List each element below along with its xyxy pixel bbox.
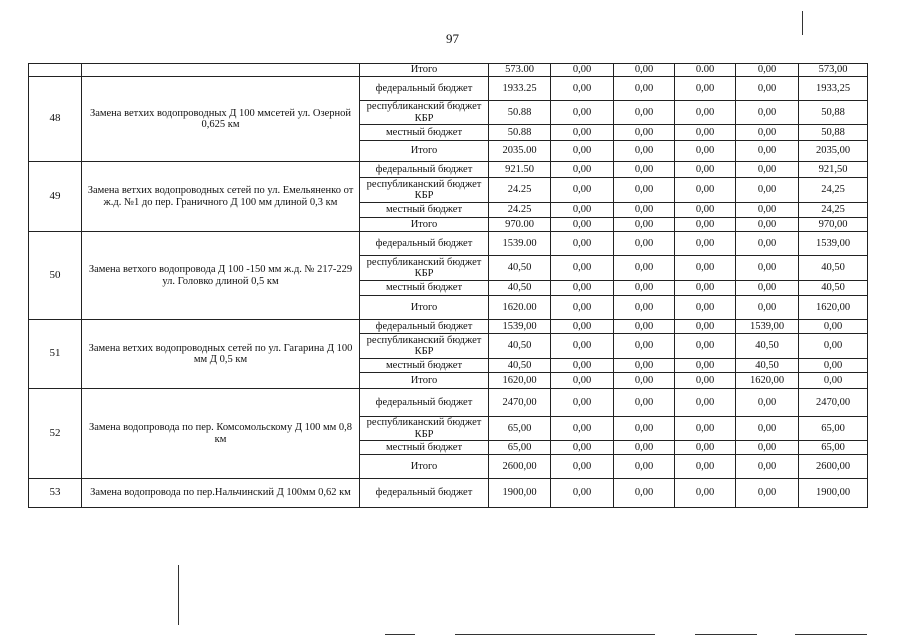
amount-value: 0,00: [614, 125, 675, 141]
total-value: 0,00: [799, 373, 868, 389]
amount-value: 0,00: [614, 455, 675, 479]
total-value: 24,25: [799, 178, 868, 203]
table-row: [29, 320, 868, 334]
amount-value: 0,00: [736, 389, 799, 417]
item-number: 48: [29, 77, 82, 162]
amount-value: 0,00: [614, 441, 675, 455]
total-value: 50,88: [799, 125, 868, 141]
amount-value: 0,00: [614, 64, 675, 77]
total-value: 1933,25: [799, 77, 868, 101]
page-number: 97: [446, 31, 459, 46]
amount-value: 0,00: [551, 162, 614, 178]
amount-value: 0,00: [614, 101, 675, 125]
amount-value: 0,00: [736, 455, 799, 479]
amount-value: 0,00: [736, 178, 799, 203]
amount-value: 0,00: [675, 203, 736, 218]
total-value: 2600,00: [799, 455, 868, 479]
amount-value: 970.00: [489, 218, 551, 232]
amount-value: 0,00: [736, 141, 799, 162]
amount-value: 0,00: [736, 203, 799, 218]
amount-value: 0,00: [614, 389, 675, 417]
funding-source: Итого: [360, 218, 489, 232]
amount-value: 0,00: [551, 125, 614, 141]
total-value: 2470,00: [799, 389, 868, 417]
item-description: Замена ветхого водопровода Д 100 -150 мм ж.д. № 217-229 ул. Головко длиной 0,5 км: [82, 232, 360, 320]
scan-mark-top: [802, 11, 803, 35]
total-value: 1620,00: [799, 296, 868, 320]
item-number: [29, 64, 82, 77]
amount-value: 0,00: [551, 455, 614, 479]
amount-value: 0,00: [614, 320, 675, 334]
table-row: [29, 64, 868, 77]
amount-value: 0,00: [551, 77, 614, 101]
funding-source: республиканский бюджет КБР: [360, 256, 489, 281]
scan-underline-4: [795, 634, 867, 635]
amount-value: 0,00: [551, 203, 614, 218]
amount-value: 0,00: [551, 320, 614, 334]
amount-value: 40,50: [736, 359, 799, 373]
amount-value: 40,50: [489, 334, 551, 359]
amount-value: 50.88: [489, 101, 551, 125]
amount-value: 0,00: [614, 77, 675, 101]
amount-value: 40,50: [489, 256, 551, 281]
amount-value: 1620,00: [489, 373, 551, 389]
item-number: 50: [29, 232, 82, 320]
amount-value: 0,00: [675, 141, 736, 162]
amount-value: 0,00: [614, 162, 675, 178]
item-number: 52: [29, 389, 82, 479]
funding-source: местный бюджет: [360, 441, 489, 455]
funding-source: местный бюджет: [360, 203, 489, 218]
amount-value: 0,00: [551, 218, 614, 232]
amount-value: 0,00: [675, 441, 736, 455]
amount-value: 2600,00: [489, 455, 551, 479]
scan-underline-2: [455, 634, 655, 635]
amount-value: 0,00: [551, 281, 614, 296]
amount-value: 0,00: [614, 256, 675, 281]
amount-value: 1539.00: [489, 232, 551, 256]
amount-value: 921.50: [489, 162, 551, 178]
amount-value: 40,50: [489, 281, 551, 296]
amount-value: 0,00: [551, 232, 614, 256]
amount-value: 0,00: [675, 178, 736, 203]
amount-value: 0,00: [614, 296, 675, 320]
table-row: [29, 389, 868, 417]
item-description: Замена ветхих водопроводных сетей по ул. Емельяненко от ж.д. №1 до пер. Граничного Д 100 мм длиной 0,3 км: [82, 162, 360, 232]
amount-value: 0,00: [736, 256, 799, 281]
amount-value: 0,00: [551, 101, 614, 125]
amount-value: 0,00: [675, 359, 736, 373]
item-description: Замена ветхих водопроводных сетей по ул. Гагарина Д 100 мм Д 0,5 км: [82, 320, 360, 389]
amount-value: 0,00: [551, 389, 614, 417]
item-number: 49: [29, 162, 82, 232]
amount-value: 0,00: [675, 101, 736, 125]
item-description: [82, 64, 360, 77]
amount-value: 0,00: [675, 256, 736, 281]
amount-value: 0,00: [675, 334, 736, 359]
table-row: [29, 479, 868, 508]
funding-source: Итого: [360, 64, 489, 77]
funding-source: местный бюджет: [360, 281, 489, 296]
budget-table: [28, 63, 868, 508]
amount-value: 0,00: [614, 281, 675, 296]
amount-value: 0,00: [551, 479, 614, 508]
funding-source: федеральный бюджет: [360, 232, 489, 256]
amount-value: 0,00: [736, 479, 799, 508]
total-value: 50,88: [799, 101, 868, 125]
amount-value: 65,00: [489, 417, 551, 441]
amount-value: 1539,00: [736, 320, 799, 334]
amount-value: 0,00: [736, 218, 799, 232]
funding-source: Итого: [360, 141, 489, 162]
total-value: 921,50: [799, 162, 868, 178]
funding-source: республиканский бюджет КБР: [360, 417, 489, 441]
amount-value: 24.25: [489, 203, 551, 218]
scan-mark-left: [178, 565, 179, 625]
total-value: 573,00: [799, 64, 868, 77]
amount-value: 0,00: [675, 320, 736, 334]
amount-value: 24.25: [489, 178, 551, 203]
amount-value: 0,00: [736, 101, 799, 125]
total-value: 24,25: [799, 203, 868, 218]
amount-value: 0,00: [675, 389, 736, 417]
amount-value: 0,00: [675, 125, 736, 141]
total-value: 1539,00: [799, 232, 868, 256]
amount-value: 0,00: [675, 162, 736, 178]
total-value: 65,00: [799, 441, 868, 455]
amount-value: 0,00: [736, 296, 799, 320]
amount-value: 0.00: [675, 64, 736, 77]
amount-value: 0,00: [736, 441, 799, 455]
amount-value: 0,00: [551, 141, 614, 162]
amount-value: 0,00: [675, 281, 736, 296]
amount-value: 0,00: [675, 218, 736, 232]
amount-value: 0,00: [736, 162, 799, 178]
amount-value: 2470,00: [489, 389, 551, 417]
amount-value: 0,00: [736, 281, 799, 296]
amount-value: 0,00: [614, 203, 675, 218]
amount-value: 1900,00: [489, 479, 551, 508]
amount-value: 0,00: [736, 417, 799, 441]
scan-underline-3: [695, 634, 757, 635]
amount-value: 0,00: [675, 232, 736, 256]
funding-source: федеральный бюджет: [360, 162, 489, 178]
item-number: 51: [29, 320, 82, 389]
amount-value: 1933.25: [489, 77, 551, 101]
total-value: 0,00: [799, 320, 868, 334]
amount-value: 0,00: [614, 141, 675, 162]
funding-source: федеральный бюджет: [360, 389, 489, 417]
amount-value: 0,00: [551, 64, 614, 77]
total-value: 0,00: [799, 359, 868, 373]
amount-value: 2035.00: [489, 141, 551, 162]
amount-value: 0,00: [736, 232, 799, 256]
total-value: 1900,00: [799, 479, 868, 508]
funding-source: федеральный бюджет: [360, 479, 489, 508]
amount-value: 0,00: [736, 64, 799, 77]
amount-value: 0,00: [614, 218, 675, 232]
amount-value: 0,00: [675, 77, 736, 101]
amount-value: 0,00: [551, 178, 614, 203]
amount-value: 1620,00: [736, 373, 799, 389]
item-description: Замена ветхих водопроводных Д 100 ммсетей ул. Озерной 0,625 км: [82, 77, 360, 162]
amount-value: 0,00: [614, 373, 675, 389]
item-number: 53: [29, 479, 82, 508]
total-value: 0,00: [799, 334, 868, 359]
table-row: [29, 162, 868, 178]
amount-value: 0,00: [736, 125, 799, 141]
total-value: 2035,00: [799, 141, 868, 162]
amount-value: 1620.00: [489, 296, 551, 320]
amount-value: 40,50: [736, 334, 799, 359]
funding-source: Итого: [360, 373, 489, 389]
amount-value: 0,00: [551, 417, 614, 441]
funding-source: Итого: [360, 455, 489, 479]
amount-value: 0,00: [614, 417, 675, 441]
amount-value: 40,50: [489, 359, 551, 373]
amount-value: 0,00: [614, 334, 675, 359]
funding-source: местный бюджет: [360, 359, 489, 373]
amount-value: 0,00: [675, 296, 736, 320]
amount-value: 0,00: [551, 256, 614, 281]
funding-source: республиканский бюджет КБР: [360, 334, 489, 359]
total-value: 65,00: [799, 417, 868, 441]
table-row: [29, 77, 868, 101]
amount-value: 0,00: [614, 479, 675, 508]
amount-value: 0,00: [614, 359, 675, 373]
total-value: 40,50: [799, 256, 868, 281]
funding-source: Итого: [360, 296, 489, 320]
amount-value: 0,00: [675, 417, 736, 441]
item-description: Замена водопровода по пер.Нальчинский Д 100мм 0,62 км: [82, 479, 360, 508]
amount-value: 0,00: [614, 232, 675, 256]
item-description: Замена водопровода по пер. Комсомольскому Д 100 мм 0,8 км: [82, 389, 360, 479]
amount-value: 0,00: [551, 296, 614, 320]
amount-value: 0,00: [551, 334, 614, 359]
amount-value: 0,00: [675, 479, 736, 508]
table-row: [29, 232, 868, 256]
amount-value: 0,00: [551, 373, 614, 389]
funding-source: федеральный бюджет: [360, 77, 489, 101]
amount-value: 0,00: [675, 455, 736, 479]
amount-value: 65,00: [489, 441, 551, 455]
amount-value: 573.00: [489, 64, 551, 77]
total-value: 40,50: [799, 281, 868, 296]
amount-value: 0,00: [551, 359, 614, 373]
amount-value: 1539,00: [489, 320, 551, 334]
funding-source: республиканский бюджет КБР: [360, 101, 489, 125]
funding-source: республиканский бюджет КБР: [360, 178, 489, 203]
scan-underline-1: [385, 634, 415, 635]
amount-value: 0,00: [614, 178, 675, 203]
funding-source: федеральный бюджет: [360, 320, 489, 334]
funding-source: местный бюджет: [360, 125, 489, 141]
total-value: 970,00: [799, 218, 868, 232]
amount-value: 0,00: [675, 373, 736, 389]
amount-value: 50.88: [489, 125, 551, 141]
amount-value: 0,00: [551, 441, 614, 455]
amount-value: 0,00: [736, 77, 799, 101]
